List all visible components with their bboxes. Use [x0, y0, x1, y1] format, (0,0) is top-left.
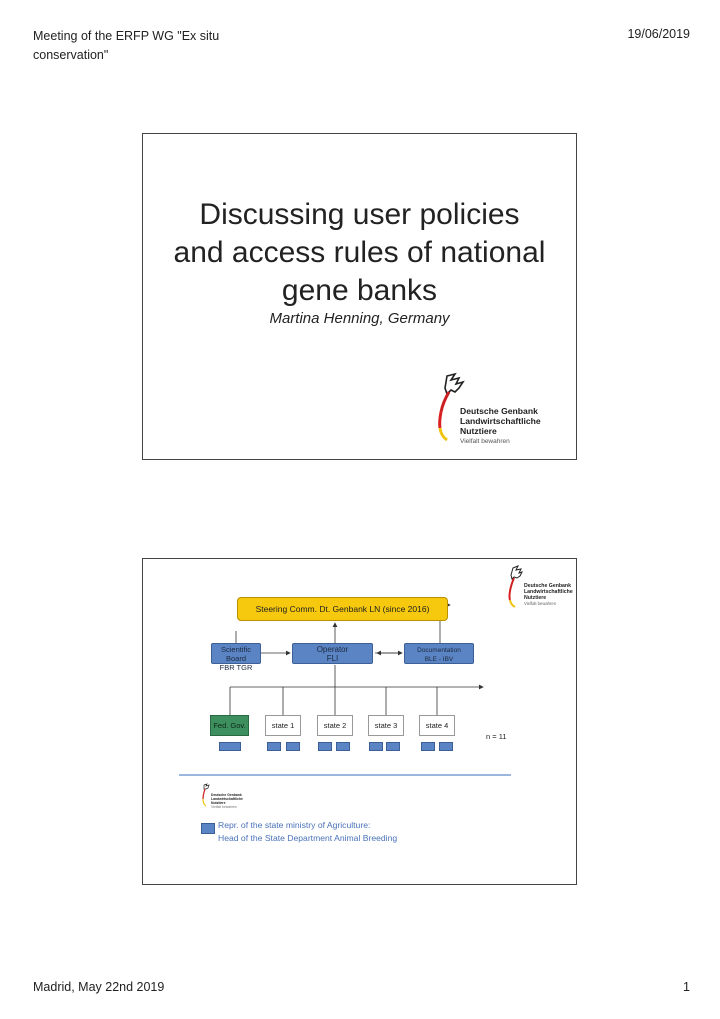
slide-title-heading: [143, 196, 576, 310]
logo-tagline: Vielfalt bewahren: [460, 437, 510, 445]
count-label: n = 11: [486, 732, 507, 741]
logo-small-line-1: Deutsche Genbank: [524, 583, 571, 589]
footer-page-number: 1: [683, 980, 690, 994]
scientific-board-node: [211, 643, 261, 672]
logo-small-line-3: Nutztiere: [524, 595, 547, 601]
logo-mini-line-2: Landwirtschaftliche: [211, 797, 243, 801]
footer-location: Madrid, May 22nd 2019: [33, 980, 165, 994]
steering-committee-node: Steering Comm. Dt. Genbank LN (since 2016): [237, 597, 448, 621]
genbank-logo-mini-icon: [199, 783, 211, 807]
representative-marker: [439, 742, 453, 751]
operator-label: Operator: [316, 645, 349, 654]
genbank-logo-text: [460, 406, 541, 447]
representative-marker: [318, 742, 332, 751]
logo-mini-tagline: Vielfalt bewahren: [211, 805, 237, 809]
legend-line-1: Repr. of the state ministry of Agriculture:: [218, 820, 371, 830]
title-line-1: Discussing user policies: [199, 198, 520, 231]
scientific-board-sub: FBR TGR: [219, 663, 253, 672]
logo-small-line-2: Landwirtschaftliche: [524, 589, 573, 595]
documentation-sub: BLE - IBV: [424, 656, 454, 663]
genbank-logo-mini-text: [211, 793, 243, 809]
operator-node: [292, 643, 373, 664]
slide-title: [142, 133, 577, 460]
slide-org-chart: [142, 558, 577, 885]
state-node: state 1: [265, 715, 301, 736]
fed-gov-node: Fed. Gov.: [210, 715, 249, 736]
representative-marker: [369, 742, 383, 751]
legend-marker: [201, 823, 215, 834]
scientific-board-label: Scientific Board: [220, 645, 251, 663]
logo-small-tagline: Vielfalt bewahren: [524, 601, 557, 606]
logo-mini-line-1: Deutsche Genbank: [211, 793, 242, 797]
state-node: state 3: [368, 715, 404, 736]
header-meeting-line2: conservation": [33, 48, 109, 62]
header-meeting-line1: Meeting of the ERFP WG "Ex situ: [33, 29, 220, 43]
title-line-3: gene banks: [281, 274, 438, 307]
state-node: state 4: [419, 715, 455, 736]
legend-line-2: Head of the State Department Animal Breeding: [218, 833, 398, 843]
representative-marker: [386, 742, 400, 751]
logo-mini-line-3: Nutztiere: [211, 801, 226, 805]
documentation-node: [404, 643, 474, 664]
representative-marker: [336, 742, 350, 751]
operator-sub: FLI: [326, 654, 339, 663]
logo-line-1: Deutsche Genbank: [460, 406, 538, 416]
representative-marker: [219, 742, 241, 751]
header-meeting-title: [33, 27, 263, 65]
legend-text: [218, 819, 397, 845]
representative-marker: [286, 742, 300, 751]
representative-marker: [421, 742, 435, 751]
logo-line-2: Landwirtschaftliche: [460, 416, 541, 427]
logo-line-3: Nutztiere: [460, 426, 497, 437]
header-date: 19/06/2019: [627, 27, 690, 41]
title-line-2: and access rules of national: [173, 236, 546, 269]
representative-marker: [267, 742, 281, 751]
slide-author: Martina Henning, Germany: [269, 310, 450, 327]
state-node: state 2: [317, 715, 353, 736]
documentation-label: Documentation: [417, 647, 461, 654]
